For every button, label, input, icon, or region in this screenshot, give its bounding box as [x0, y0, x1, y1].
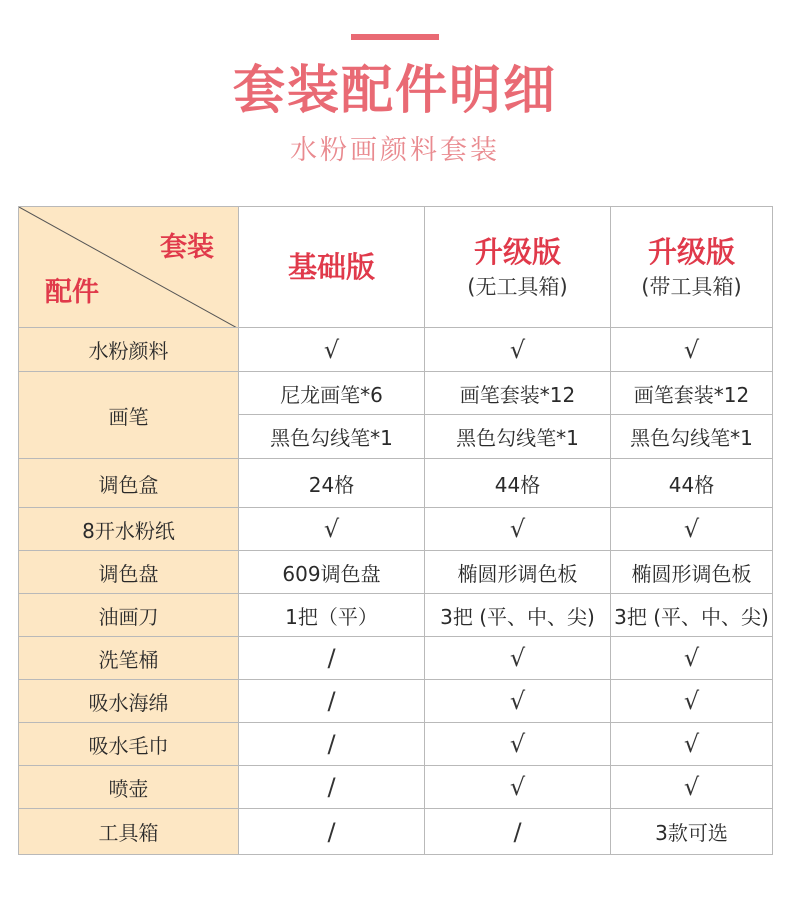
- table-cell: /: [239, 637, 425, 680]
- table-cell: /: [239, 766, 425, 809]
- table-cell: 椭圆形调色板: [611, 551, 773, 594]
- table-row: [19, 328, 773, 372]
- table-cell: √: [611, 723, 773, 766]
- version-name: 基础版: [287, 250, 375, 284]
- row-label: 吸水毛巾: [19, 723, 239, 766]
- row-label: 调色盘: [19, 551, 239, 594]
- table-cell: 画笔套装*12: [611, 372, 773, 415]
- title-accent-bar: [351, 34, 439, 40]
- table-cell: 画笔套装*12: [425, 372, 611, 415]
- table-cell: 3把 (平、中、尖): [611, 594, 773, 637]
- corner-cell: [19, 207, 239, 328]
- corner-label-set: 套装: [160, 232, 214, 263]
- table-cell: 1把（平）: [239, 594, 425, 637]
- table-cell: √: [425, 328, 611, 372]
- table-row: [19, 459, 773, 508]
- row-label: 喷壶: [19, 766, 239, 809]
- table-cell: √: [425, 680, 611, 723]
- version-header-basic: [239, 207, 425, 328]
- version-header-upgrade-with-box: [611, 207, 773, 328]
- row-label: 洗笔桶: [19, 637, 239, 680]
- table-row: [19, 809, 773, 855]
- row-label: 水粉颜料: [19, 328, 239, 372]
- table-row: [19, 680, 773, 723]
- table-cell: √: [611, 637, 773, 680]
- table-cell: √: [611, 508, 773, 551]
- table-cell: 尼龙画笔*6: [239, 372, 425, 415]
- table-cell: 24格: [239, 459, 425, 508]
- version-note: (无工具箱): [467, 275, 568, 299]
- accessory-table: [18, 206, 773, 855]
- version-note: (带工具箱): [641, 275, 742, 299]
- table-cell: /: [239, 723, 425, 766]
- table-cell: √: [239, 328, 425, 372]
- table-row: [19, 723, 773, 766]
- table-row: [19, 594, 773, 637]
- table-cell: √: [425, 723, 611, 766]
- row-label: 调色盒: [19, 459, 239, 508]
- table-row: [19, 551, 773, 594]
- table-cell: √: [425, 766, 611, 809]
- table-cell: √: [611, 328, 773, 372]
- table-cell: 黑色勾线笔*1: [425, 415, 611, 459]
- table-cell: √: [611, 680, 773, 723]
- table-row: [19, 766, 773, 809]
- page-title: 套装配件明细: [232, 61, 557, 121]
- table-cell: √: [425, 508, 611, 551]
- table-cell: 609调色盘: [239, 551, 425, 594]
- row-label: 8开水粉纸: [19, 508, 239, 551]
- version-name: 升级版: [647, 235, 735, 269]
- table-cell: 黑色勾线笔*1: [611, 415, 773, 459]
- table-cell: 44格: [425, 459, 611, 508]
- version-header-upgrade-no-box: [425, 207, 611, 328]
- version-name: 升级版: [473, 235, 561, 269]
- table-cell: 3把 (平、中、尖): [425, 594, 611, 637]
- table-cell: √: [611, 766, 773, 809]
- table-cell: √: [239, 508, 425, 551]
- table-cell: 3款可选: [611, 809, 773, 855]
- table-cell: 黑色勾线笔*1: [239, 415, 425, 459]
- header-row: [19, 207, 773, 328]
- table-row: [19, 637, 773, 680]
- table-cell: √: [425, 637, 611, 680]
- row-label: 油画刀: [19, 594, 239, 637]
- row-label: 吸水海绵: [19, 680, 239, 723]
- table-cell: 椭圆形调色板: [425, 551, 611, 594]
- table-cell: /: [425, 809, 611, 855]
- table-cell: /: [239, 809, 425, 855]
- corner-label-accessory: 配件: [45, 277, 99, 308]
- row-label: 画笔: [19, 372, 239, 459]
- table-row: [19, 508, 773, 551]
- table-row: [19, 372, 773, 415]
- table-cell: 44格: [611, 459, 773, 508]
- table-cell: /: [239, 680, 425, 723]
- row-label: 工具箱: [19, 809, 239, 855]
- page-subtitle: 水粉画颜料套装: [290, 135, 500, 166]
